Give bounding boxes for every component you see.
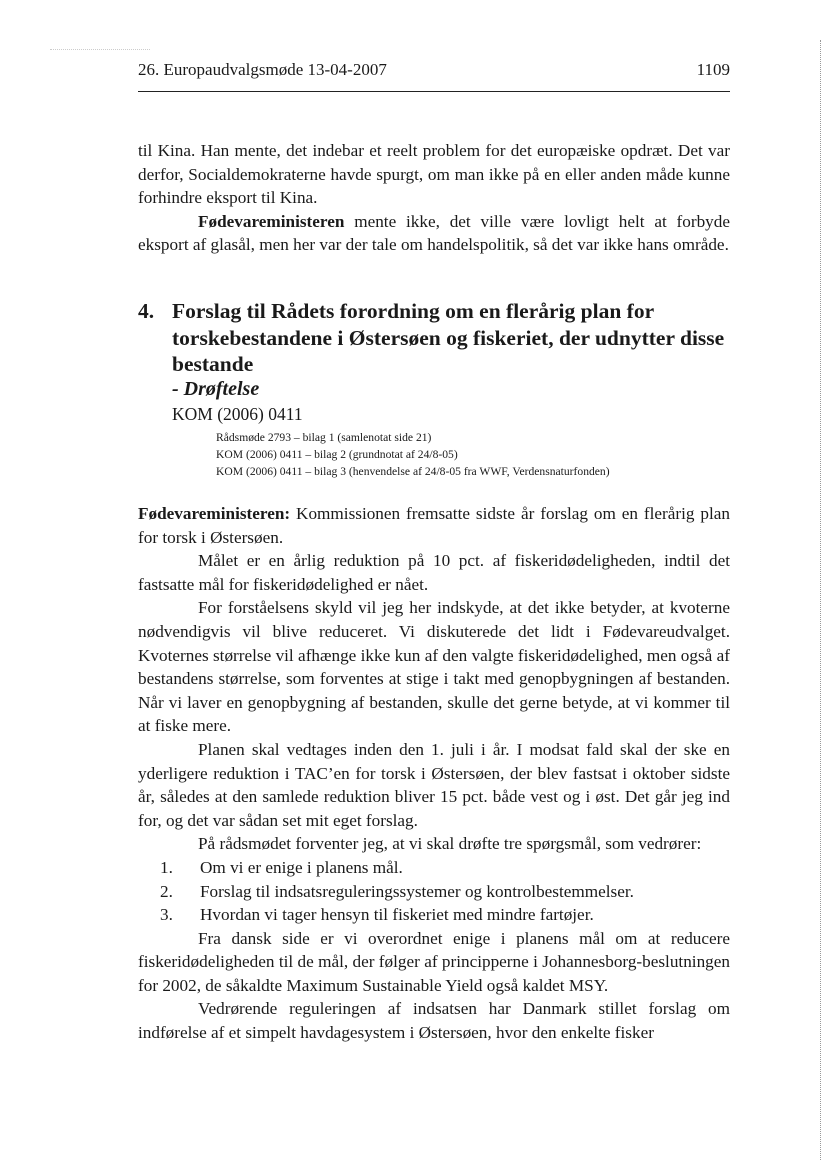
page-number: 1109 [696,60,730,79]
main-block [138,502,730,1045]
running-header [138,60,730,80]
intro-paragraph-2-text: mente ikke, det ville være lovligt helt at forbyde eksport af glasål, men her var der tale om handelspolitik, så det var ikke hans område. [138,211,730,255]
header-rule [138,91,730,92]
main-paragraph-2: Målet er en årlig reduktion på 10 pct. af fiskeridødeligheden, indtil det fastsatte mål for fiskeridødelighed er nået. [138,551,730,594]
list-number: 1. [160,857,173,877]
reference-item: KOM (2006) 0411 – bilag 3 (henvendelse af 24/8-05 fra WWF, Verdensnaturfonden) [216,465,610,479]
main-paragraph-7: Vedrørende reguleringen af indsatsen har Danmark stillet forslag om indførelse af et simpelt havdagesystem i Østersøen, hvor den enkelte fisker [138,999,730,1043]
main-paragraph-4: Planen skal vedtages inden den 1. juli i år. I modsat fald skal der ske en yderligere reduktion i TAC’en for torsk i Østersøen, der blev fastsat i oktober sidste år, således at den samlede reduktion bliver 15 pct. både vest og i øst. Det går jeg ind for, og det var sådan set mit eget forslag. [138,739,730,830]
intro-paragraph-2 [138,210,730,257]
main-paragraph-6: Fra dansk side er vi overordnet enige i planens mål om at reducere fiskeridødeligheden til de mål, der følger af principperne i Johannesborg-beslutningen for 2002, de såkaldte Maximum Sustainable Yield også kaldet MSY. [138,928,730,995]
section-title: Forslag til Rådets forordning om en flerårig plan for torskebestandene i Østersøen og fiskeriet, der udnytter disse bestande [172,299,725,376]
header-title: 26. Europaudvalgsmøde 13-04-2007 [138,60,387,79]
main-paragraph-3: For forståelsens skyld vil jeg her indskyde, at det ikke betyder, at kvoterne nødvendigvis vil blive reduceret. Vi diskuterede det lidt i Fødevareudvalget. Kvoternes størrelse vil afhænge ikke kun af den valgte fiskeridødelighed, men også af bestandens størrelse, som forventes at stige i takt med genopbygningen af bestanden. Når vi laver en genopbygning af bestanden, skulle det gerne betyde, at vi kommer til at fiske mere. [138,598,730,736]
scan-edge [818,40,821,1160]
reference-item: KOM (2006) 0411 – bilag 2 (grundnotat af 24/8-05) [216,448,458,462]
intro-paragraph-1: til Kina. Han mente, det indebar et reelt problem for det europæiske opdræt. Det var derfor, Socialdemokraterne havde spurgt, om man ikke på en eller anden måde kunne forhindre eksport til Kina. [138,141,730,208]
speaker-name: Fødevareministeren [198,211,345,231]
reference-item: Rådsmøde 2793 – bilag 1 (samlenotat side 21) [216,431,432,444]
list-item [138,856,730,880]
scan-specks [50,49,150,50]
list-number: 3. [160,905,173,925]
list-text: Om vi er enige i planens mål. [200,857,403,877]
speaker-name: Fødevareministeren: [138,504,291,523]
section-number: 4. [138,299,155,323]
main-paragraph-1 [138,502,730,549]
main-paragraph-1-text: Kommissionen fremsatte sidste år forslag om en flerårig plan for torsk i Østersøen. [138,504,730,547]
list-item [138,903,730,927]
section-subtitle: - Drøftelse [172,378,260,400]
list-number: 2. [160,881,173,901]
list-text: Forslag til indsatsreguleringssystemer og kontrolbestemmelser. [200,881,634,901]
intro-block [138,139,730,257]
kom-reference: KOM (2006) 0411 [172,404,303,424]
list-text: Hvordan vi tager hensyn til fiskeriet med mindre fartøjer. [200,905,594,925]
main-paragraph-5: På rådsmødet forventer jeg, at vi skal drøfte tre spørgsmål, som vedrører: [198,834,702,854]
list-item [138,880,730,904]
reference-list [216,429,610,481]
